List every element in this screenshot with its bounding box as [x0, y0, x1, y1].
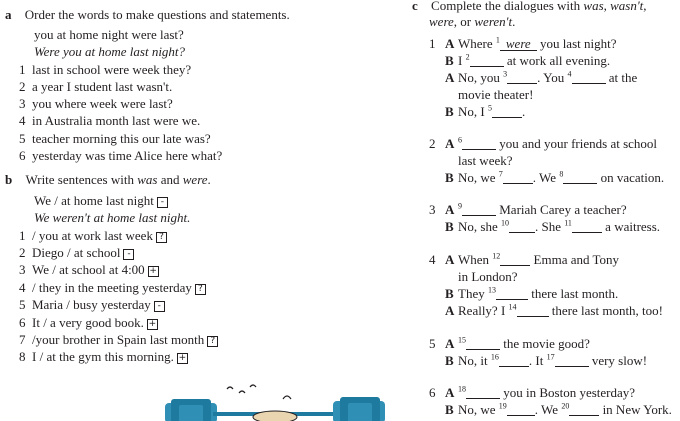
item-number: 1 — [19, 228, 26, 243]
gap-number: 9 — [458, 201, 462, 211]
dialogue-line — [445, 219, 660, 235]
answer-gap[interactable] — [555, 354, 589, 367]
item-text: last in school were week they? — [32, 62, 192, 77]
section-a-instruction: Order the words to make questions and statements. — [24, 7, 290, 22]
answer-gap[interactable] — [500, 253, 530, 266]
item-text: / you at work last week — [32, 228, 153, 243]
item-text: I / at the gym this morning. — [32, 349, 174, 364]
line-text: No, we — [458, 170, 499, 185]
section-a-item — [19, 62, 191, 78]
dialogue-line — [429, 385, 635, 401]
instr-word: were — [429, 14, 454, 29]
item-text: you where week were last? — [32, 96, 173, 111]
section-a-example-prompt: you at home night were last? — [34, 27, 184, 42]
answer-gap[interactable] — [492, 105, 522, 118]
item-number: 2 — [19, 79, 26, 94]
section-c-instruction-cont — [429, 14, 515, 30]
item-text: We / at school at 4:00 — [32, 262, 145, 277]
weightlifter-illustration — [165, 381, 405, 421]
instr-text: , or — [453, 14, 475, 29]
hand-icon — [283, 396, 291, 399]
dialogue-line — [445, 170, 664, 186]
line-text: at work all evening. — [503, 53, 611, 68]
left-weight-icon — [165, 399, 217, 421]
answer-gap[interactable] — [572, 220, 602, 233]
dialogue-number: 1 — [429, 36, 436, 51]
line-text: When — [458, 252, 493, 267]
speaker: B — [445, 53, 454, 68]
speaker: A — [445, 136, 455, 151]
dialogue-line-cont: movie theater! — [458, 87, 534, 102]
section-a-item — [19, 131, 211, 147]
instr-word: weren't — [474, 14, 513, 29]
speaker: A — [445, 303, 455, 318]
answer-gap[interactable] — [569, 403, 599, 416]
line-text: Where — [458, 36, 496, 51]
dialogue-number: 4 — [429, 252, 436, 267]
line-text: . We — [532, 170, 560, 185]
item-number: 6 — [19, 315, 26, 330]
line-text: you and your friends at school — [496, 136, 658, 151]
instr-word: wasn't — [610, 0, 644, 13]
example-answer-gap: were — [500, 38, 537, 51]
line-text: No, she — [458, 219, 501, 234]
line-text: . She — [534, 219, 565, 234]
item-number: 7 — [19, 332, 26, 347]
line-text: at the — [605, 70, 638, 85]
dialogue-line — [445, 286, 618, 302]
minus-box-icon: - — [154, 301, 165, 312]
line-text: . — [521, 104, 526, 119]
gap-number: 16 — [490, 352, 499, 362]
plus-box-icon: + — [149, 266, 157, 276]
question-box-icon: ? — [207, 336, 218, 347]
instr-text: . — [512, 14, 516, 29]
section-c-letter: c — [412, 0, 418, 13]
instr-word: was — [583, 0, 604, 13]
gap-number: 8 — [559, 169, 564, 179]
gap-number: 19 — [498, 401, 507, 411]
line-text: Emma and Tony — [530, 252, 620, 267]
gap-number: 18 — [458, 384, 466, 394]
line-text: . We — [534, 402, 562, 417]
line-text: very slow! — [588, 353, 648, 368]
minus-box-icon: - — [123, 249, 134, 260]
section-b-example-prompt — [34, 193, 168, 209]
line-text: . It — [528, 353, 547, 368]
gap-number: 11 — [564, 218, 572, 228]
speaker: B — [445, 104, 454, 119]
gap-number: 12 — [492, 251, 501, 261]
answer-gap[interactable] — [462, 137, 496, 150]
gap-number: 10 — [500, 218, 509, 228]
line-text: the movie good? — [500, 336, 590, 351]
section-a-example-answer: Were you at home last night? — [34, 44, 186, 59]
dialogue-number: 2 — [429, 136, 436, 151]
item-text: yesterday was time Alice here what? — [32, 148, 223, 163]
speaker: B — [445, 353, 454, 368]
dialogue-line — [429, 36, 616, 52]
question-box-icon: ? — [156, 232, 167, 243]
gap-number: 17 — [546, 352, 555, 362]
instr-text: , — [643, 0, 647, 13]
instr-text: and — [157, 172, 183, 187]
speaker: A — [445, 202, 455, 217]
instr-text: Write sentences with — [25, 172, 138, 187]
dialogue-line — [445, 303, 663, 319]
item-number: 4 — [19, 113, 26, 128]
line-text: in New York. — [599, 402, 672, 417]
dialogue-line — [429, 202, 627, 218]
gap-number: 7 — [498, 169, 503, 179]
speaker: A — [445, 70, 455, 85]
section-a-item — [19, 79, 172, 95]
item-text: a year I student last wasn't. — [32, 79, 173, 94]
sweat-drop-icon — [227, 387, 233, 389]
line-text: Really? I — [458, 303, 509, 318]
dialogue-line — [445, 104, 525, 120]
item-text: Diego / at school — [32, 245, 121, 260]
gap-number: 13 — [487, 285, 496, 295]
instr-word: was — [137, 172, 158, 187]
answer-gap[interactable] — [503, 171, 533, 184]
answer-gap[interactable] — [462, 203, 496, 216]
answer-gap[interactable] — [517, 304, 549, 317]
line-text: They — [458, 286, 488, 301]
section-b-item — [19, 297, 165, 313]
line-text: there last month. — [527, 286, 619, 301]
dialogue-line — [429, 136, 657, 152]
item-number: 3 — [19, 96, 26, 111]
answer-gap[interactable] — [496, 287, 528, 300]
item-text: It / a very good book. — [32, 315, 144, 330]
plus-box-icon: + — [178, 353, 187, 363]
section-b-item — [19, 245, 134, 261]
speaker: B — [445, 286, 454, 301]
gap-number: 3 — [503, 69, 508, 79]
answer-gap[interactable] — [572, 71, 606, 84]
section-b-item — [19, 349, 188, 365]
line-text: Mariah Carey a teacher? — [496, 202, 627, 217]
answer-gap[interactable] — [507, 71, 537, 84]
item-text: Maria / busy yesterday — [32, 297, 151, 312]
dialogue-number: 6 — [429, 385, 436, 400]
item-text: teacher morning this our late was? — [32, 131, 211, 146]
speaker: B — [445, 170, 454, 185]
line-text: . You — [537, 70, 568, 85]
section-a-item — [19, 113, 200, 129]
prompt-text: We / at home last night — [34, 193, 154, 208]
speaker: A — [445, 252, 455, 267]
item-text: / they in the meeting yesterday — [32, 280, 192, 295]
section-b-letter: b — [5, 172, 13, 187]
question-box-icon: ? — [195, 284, 206, 295]
answer-gap[interactable] — [466, 337, 500, 350]
line-text: you in Boston yesterday? — [500, 385, 636, 400]
item-number: 5 — [19, 297, 26, 312]
section-c-instruction — [431, 0, 646, 13]
answer-gap[interactable] — [499, 354, 529, 367]
gap-number: 6 — [458, 135, 462, 145]
gap-number: 15 — [458, 335, 466, 345]
dialogue-line-cont: last week? — [458, 153, 513, 168]
gap-number: 14 — [508, 302, 517, 312]
plus-box-icon: + — [148, 319, 157, 329]
section-a-header — [5, 7, 290, 23]
lifter-body-icon — [253, 411, 297, 421]
item-number: 3 — [19, 262, 26, 277]
answer-gap[interactable] — [509, 220, 535, 233]
item-text: /your brother in Spain last month — [32, 332, 205, 347]
dialogue-line-cont: in London? — [458, 269, 518, 284]
section-b-instruction — [25, 172, 210, 187]
speaker: B — [445, 219, 454, 234]
item-number: 1 — [19, 62, 26, 77]
item-number: 5 — [19, 131, 26, 146]
dialogue-number: 5 — [429, 336, 436, 351]
section-c-header — [412, 0, 647, 14]
line-text: you last night? — [536, 36, 617, 51]
answer-gap[interactable] — [470, 54, 504, 67]
line-text: No, I — [458, 104, 488, 119]
line-text: on vacation. — [597, 170, 665, 185]
answer-gap[interactable] — [507, 403, 535, 416]
section-a-letter: a — [5, 7, 12, 22]
line-text: a waitress. — [601, 219, 661, 234]
section-a-item — [19, 96, 173, 112]
section-b-item — [19, 332, 218, 348]
line-text: there last month, too! — [548, 303, 663, 318]
item-text: in Australia month last were we. — [32, 113, 201, 128]
sweat-drop-icon — [250, 385, 256, 387]
speaker: A — [445, 36, 455, 51]
gap-number: 20 — [561, 401, 570, 411]
section-b-example-answer: We weren't at home last night. — [34, 210, 191, 225]
instr-text: . — [207, 172, 211, 187]
dialogue-number: 3 — [429, 202, 436, 217]
dialogue-line — [445, 70, 637, 86]
line-text: I — [458, 53, 466, 68]
gap-number: 1 — [495, 35, 500, 45]
gap-number: 5 — [487, 103, 492, 113]
right-weight-icon — [333, 397, 385, 421]
sweat-drop-icon — [239, 391, 245, 393]
instr-text: Complete the dialogues with — [431, 0, 584, 13]
dialogue-line — [445, 402, 672, 418]
answer-gap[interactable] — [563, 171, 597, 184]
section-b-header — [5, 172, 211, 188]
minus-box-icon: - — [157, 197, 168, 208]
section-b-item — [19, 262, 159, 278]
item-number: 6 — [19, 148, 26, 163]
dialogue-line — [445, 53, 610, 69]
instr-word: were — [182, 172, 208, 187]
instr-text: , — [603, 0, 611, 13]
item-number: 4 — [19, 280, 26, 295]
answer-gap[interactable] — [466, 386, 500, 399]
dialogue-line — [429, 252, 619, 268]
section-b-item — [19, 280, 206, 296]
section-a-item — [19, 148, 222, 164]
item-number: 8 — [19, 349, 26, 364]
gap-number: 2 — [465, 52, 470, 62]
section-b-item — [19, 228, 167, 244]
gap-number: 4 — [567, 69, 572, 79]
line-text: No, you — [458, 70, 504, 85]
speaker: A — [445, 336, 455, 351]
dialogue-line — [445, 353, 647, 369]
dialogue-line — [429, 336, 590, 352]
line-text: No, it — [458, 353, 491, 368]
item-number: 2 — [19, 245, 26, 260]
speaker: B — [445, 402, 454, 417]
section-b-item — [19, 315, 158, 331]
line-text: No, we — [458, 402, 499, 417]
speaker: A — [445, 385, 455, 400]
